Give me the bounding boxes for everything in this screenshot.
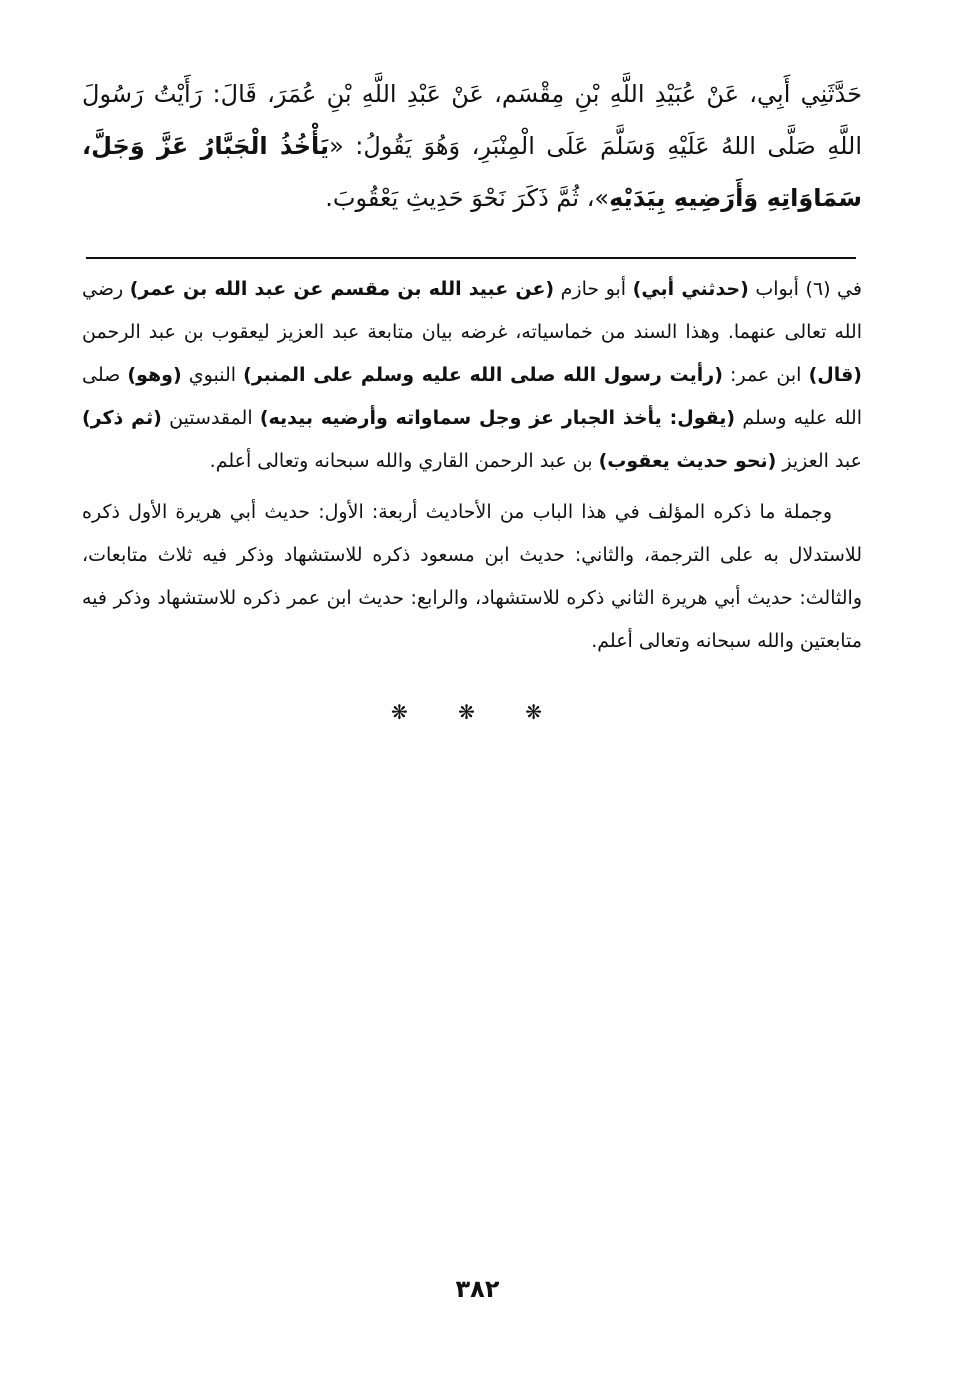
commentary-bold-quote: (عن عبيد الله بن مقسم عن عبد الله بن عمر) <box>129 278 555 300</box>
commentary-text-run: عبد العزيز <box>776 450 862 472</box>
commentary-text-run: رضي الله تعالى عنهما. وهذا السند من خماسياته، غرضه بيان متابعة عبد العزيز ليعقوب بن عبد الرحمن <box>82 278 862 343</box>
commentary-paragraph-2: وجملة ما ذكره المؤلف في هذا الباب من الأحاديث أربعة: الأول: حديث أبي هريرة الأول ذكره للاستدلال به على الترجمة، والثاني: حديث ابن مسعود ذكره للاستشهاد وذكر فيه ثلاث متابعات، والثالث: حديث أبي هريرة الثاني ذكره للاستشهاد، والرابع: حديث ابن عمر ذكره للاستشهاد وذكر فيه متابعتين والله سبحانه وتعالى أعلم. <box>82 501 862 652</box>
commentary-text-run: المقدستين <box>161 407 260 429</box>
commentary-bold-quote: (نحو حديث يعقوب) <box>598 450 777 472</box>
commentary-paragraph-1 <box>82 268 862 483</box>
commentary-bold-quote: (قال) <box>808 364 862 386</box>
commentary-bold-quote: (ثم ذكر) <box>82 407 162 429</box>
commentary-text-run: أبو حازم <box>554 278 633 300</box>
commentary-text-run: في (٦) أبواب <box>748 278 862 300</box>
commentary <box>82 268 862 663</box>
commentary-text-run: صلى الله عليه وسلم <box>82 364 862 429</box>
hadith-text <box>82 68 862 224</box>
hadith-chain: حَدَّثَنِي أَبِي، عَنْ عُبَيْدِ اللَّهِ بْنِ مِقْسَم، عَنْ عَبْدِ اللَّهِ بْنِ عُمَرَ، قَالَ: رَأَيْتُ رَسُولَ اللَّهِ صَلَّى اللهُ عَلَيْهِ وَسَلَّمَ عَلَى الْمِنْبَرِ، وَهُوَ يَقُولُ: « <box>82 80 862 160</box>
hadith-quote: يَأْخُذُ الْجَبَّارُ عَزَّ وَجَلَّ، سَمَاوَاتِهِ وَأَرَضِيهِ بِيَدَيْهِ <box>82 132 862 212</box>
commentary-bold-quote: (رأيت رسول الله صلى الله عليه وسلم على المنبر) <box>243 364 723 386</box>
section-separator: ❋ ❋ ❋ <box>391 700 564 724</box>
page-number: ٣٨٢ <box>455 1275 500 1303</box>
commentary-bold-quote: (يقول: يأخذ الجبار عز وجل سماواته وأرضيه بيديه) <box>259 407 736 429</box>
commentary-bold-quote: (حدثني أبي) <box>632 278 749 300</box>
footnote-divider <box>86 257 856 259</box>
commentary-text-run: النبوي <box>181 364 244 386</box>
commentary-bold-quote: (وهو) <box>127 364 182 386</box>
commentary-text-run: ابن عمر: <box>722 364 809 386</box>
commentary-text-run: بن عبد الرحمن القاري والله سبحانه وتعالى أعلم. <box>209 450 599 472</box>
hadith-ending: »، ثُمَّ ذَكَرَ نَحْوَ حَدِيثِ يَعْقُوبَ. <box>325 184 610 212</box>
